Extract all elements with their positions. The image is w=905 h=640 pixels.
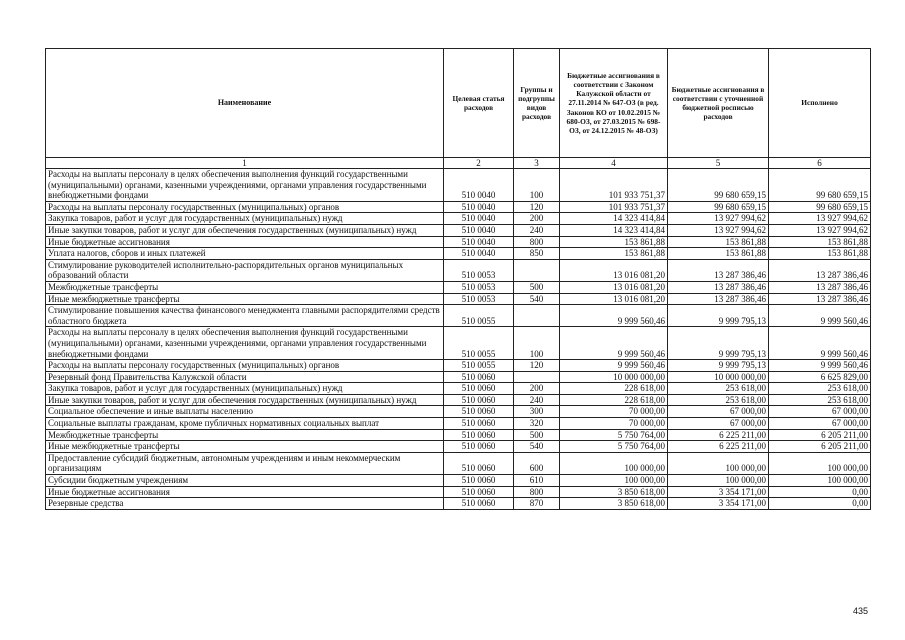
- table-row: [46, 259, 871, 281]
- row-name: Иные закупки товаров, работ и услуг для обеспечения государственных (муниципальных) нужд: [46, 224, 444, 236]
- table-row: [46, 236, 871, 248]
- row-expense-group: 850: [514, 248, 560, 260]
- row-refined-amount: 253 618,00: [668, 394, 769, 406]
- row-target-article: 510 0060: [444, 383, 514, 395]
- table-row: [46, 371, 871, 383]
- row-expense-group: 120: [514, 360, 560, 372]
- row-target-article: 510 0060: [444, 475, 514, 487]
- row-refined-amount: 9 999 795,13: [668, 327, 769, 360]
- row-executed-amount: 13 287 386,46: [769, 281, 871, 293]
- row-target-article: 510 0040: [444, 169, 514, 202]
- row-law-amount: 153 861,88: [560, 248, 668, 260]
- row-expense-group: 540: [514, 441, 560, 453]
- row-name: Межбюджетные трансферты: [46, 281, 444, 293]
- table-row: [46, 394, 871, 406]
- row-name: Расходы на выплаты персоналу в целях обеспечения выполнения функций государственными (муниципальными) органами, казенными учреждениями, органами управления государственными внебюджетными фондами: [46, 327, 444, 360]
- table-header-row: [46, 49, 871, 158]
- table-row: [46, 406, 871, 418]
- row-refined-amount: 3 354 171,00: [668, 498, 769, 510]
- row-expense-group: 120: [514, 201, 560, 213]
- row-executed-amount: 100 000,00: [769, 475, 871, 487]
- row-expense-group: 200: [514, 213, 560, 225]
- table-row: [46, 293, 871, 305]
- table-row: [46, 475, 871, 487]
- column-number: 4: [560, 158, 668, 169]
- row-target-article: 510 0055: [444, 327, 514, 360]
- row-name: Резервные средства: [46, 498, 444, 510]
- row-expense-group: [514, 259, 560, 281]
- row-refined-amount: 99 680 659,15: [668, 169, 769, 202]
- row-executed-amount: 153 861,88: [769, 236, 871, 248]
- column-number: 3: [514, 158, 560, 169]
- table-row: [46, 305, 871, 327]
- row-name: Иные межбюджетные трансферты: [46, 441, 444, 453]
- row-refined-amount: 67 000,00: [668, 418, 769, 430]
- row-name: Стимулирование руководителей исполнительно-распорядительных органов муниципальных образований области: [46, 259, 444, 281]
- row-law-amount: 14 323 414,84: [560, 213, 668, 225]
- column-number: 6: [769, 158, 871, 169]
- row-law-amount: 101 933 751,37: [560, 169, 668, 202]
- row-target-article: 510 0060: [444, 371, 514, 383]
- row-name: Стимулирование повышения качества финансового менеджмента главными распорядителями средств областного бюджета: [46, 305, 444, 327]
- row-law-amount: 3 850 618,00: [560, 486, 668, 498]
- row-refined-amount: 13 927 994,62: [668, 213, 769, 225]
- row-refined-amount: 100 000,00: [668, 475, 769, 487]
- row-expense-group: 240: [514, 224, 560, 236]
- row-expense-group: 100: [514, 169, 560, 202]
- row-expense-group: 610: [514, 475, 560, 487]
- table-row: [46, 248, 871, 260]
- row-executed-amount: 0,00: [769, 486, 871, 498]
- row-name: Межбюджетные трансферты: [46, 429, 444, 441]
- row-law-amount: 100 000,00: [560, 475, 668, 487]
- row-executed-amount: 99 680 659,15: [769, 201, 871, 213]
- row-refined-amount: 153 861,88: [668, 236, 769, 248]
- row-name: Социальные выплаты гражданам, кроме публичных нормативных социальных выплат: [46, 418, 444, 430]
- row-expense-group: 870: [514, 498, 560, 510]
- row-executed-amount: 0,00: [769, 498, 871, 510]
- table-row: [46, 383, 871, 395]
- row-law-amount: 70 000,00: [560, 406, 668, 418]
- row-executed-amount: 13 287 386,46: [769, 259, 871, 281]
- row-executed-amount: 13 287 386,46: [769, 293, 871, 305]
- table-row: [46, 498, 871, 510]
- row-executed-amount: 6 625 829,00: [769, 371, 871, 383]
- row-target-article: 510 0055: [444, 305, 514, 327]
- row-name: Расходы на выплаты персоналу государственных (муниципальных) органов: [46, 360, 444, 372]
- row-expense-group: 500: [514, 281, 560, 293]
- row-law-amount: 14 323 414,84: [560, 224, 668, 236]
- row-expense-group: 540: [514, 293, 560, 305]
- row-target-article: 510 0060: [444, 394, 514, 406]
- row-target-article: 510 0053: [444, 293, 514, 305]
- row-executed-amount: 153 861,88: [769, 248, 871, 260]
- table-row: [46, 486, 871, 498]
- row-executed-amount: 9 999 560,46: [769, 327, 871, 360]
- table-row: [46, 213, 871, 225]
- row-executed-amount: 67 000,00: [769, 418, 871, 430]
- row-name: Закупка товаров, работ и услуг для государственных (муниципальных) нужд: [46, 383, 444, 395]
- header-executed: Исполнено: [769, 49, 871, 158]
- row-refined-amount: 13 287 386,46: [668, 281, 769, 293]
- row-law-amount: 5 750 764,00: [560, 441, 668, 453]
- row-target-article: 510 0040: [444, 236, 514, 248]
- row-name: Иные бюджетные ассигнования: [46, 486, 444, 498]
- table-row: [46, 429, 871, 441]
- row-target-article: 510 0060: [444, 429, 514, 441]
- row-target-article: 510 0040: [444, 248, 514, 260]
- row-name: Иные бюджетные ассигнования: [46, 236, 444, 248]
- column-number-row: [46, 158, 871, 169]
- row-law-amount: 101 933 751,37: [560, 201, 668, 213]
- row-name: Субсидии бюджетным учреждениям: [46, 475, 444, 487]
- row-law-amount: 70 000,00: [560, 418, 668, 430]
- row-refined-amount: 9 999 795,13: [668, 305, 769, 327]
- row-expense-group: 300: [514, 406, 560, 418]
- table-row: [46, 281, 871, 293]
- budget-table-sheet: [45, 48, 870, 510]
- header-name: Наименование: [46, 49, 444, 158]
- row-name: Закупка товаров, работ и услуг для государственных (муниципальных) нужд: [46, 213, 444, 225]
- row-expense-group: 500: [514, 429, 560, 441]
- row-expense-group: [514, 371, 560, 383]
- row-law-amount: 228 618,00: [560, 394, 668, 406]
- row-refined-amount: 6 225 211,00: [668, 441, 769, 453]
- row-target-article: 510 0060: [444, 498, 514, 510]
- header-target-article: Целевая статья расходов: [444, 49, 514, 158]
- row-executed-amount: 67 000,00: [769, 406, 871, 418]
- row-name: Иные межбюджетные трансферты: [46, 293, 444, 305]
- row-target-article: 510 0053: [444, 259, 514, 281]
- row-law-amount: 5 750 764,00: [560, 429, 668, 441]
- row-executed-amount: 253 618,00: [769, 383, 871, 395]
- row-name: Расходы на выплаты персоналу государственных (муниципальных) органов: [46, 201, 444, 213]
- row-law-amount: 10 000 000,00: [560, 371, 668, 383]
- row-name: Уплата налогов, сборов и иных платежей: [46, 248, 444, 260]
- row-target-article: 510 0055: [444, 360, 514, 372]
- row-law-amount: 13 016 081,20: [560, 259, 668, 281]
- row-expense-group: 200: [514, 383, 560, 395]
- row-executed-amount: 13 927 994,62: [769, 213, 871, 225]
- table-row: [46, 418, 871, 430]
- row-refined-amount: 9 999 795,13: [668, 360, 769, 372]
- row-name: Социальное обеспечение и иные выплаты населению: [46, 406, 444, 418]
- row-refined-amount: 6 225 211,00: [668, 429, 769, 441]
- header-expense-groups: Группы и подгруппы видов расходов: [514, 49, 560, 158]
- row-target-article: 510 0053: [444, 281, 514, 293]
- row-target-article: 510 0060: [444, 441, 514, 453]
- row-law-amount: 228 618,00: [560, 383, 668, 395]
- row-target-article: 510 0060: [444, 452, 514, 474]
- column-number: 5: [668, 158, 769, 169]
- row-name: Расходы на выплаты персоналу в целях обеспечения выполнения функций государственными (муниципальными) органами, казенными учреждениями, органами управления государственными внебюджетными фондами: [46, 169, 444, 202]
- row-expense-group: 800: [514, 486, 560, 498]
- row-law-amount: 100 000,00: [560, 452, 668, 474]
- row-refined-amount: 99 680 659,15: [668, 201, 769, 213]
- table-row: [46, 452, 871, 474]
- row-refined-amount: 10 000 000,00: [668, 371, 769, 383]
- row-refined-amount: 13 287 386,46: [668, 259, 769, 281]
- column-number: 1: [46, 158, 444, 169]
- row-executed-amount: 6 205 211,00: [769, 441, 871, 453]
- table-row: [46, 327, 871, 360]
- row-law-amount: 153 861,88: [560, 236, 668, 248]
- row-law-amount: 13 016 081,20: [560, 281, 668, 293]
- row-refined-amount: 67 000,00: [668, 406, 769, 418]
- row-law-amount: 9 999 560,46: [560, 305, 668, 327]
- row-target-article: 510 0040: [444, 201, 514, 213]
- row-executed-amount: 9 999 560,46: [769, 360, 871, 372]
- budget-execution-table: [45, 48, 871, 510]
- row-expense-group: 800: [514, 236, 560, 248]
- row-expense-group: [514, 305, 560, 327]
- row-name: Иные закупки товаров, работ и услуг для обеспечения государственных (муниципальных) нужд: [46, 394, 444, 406]
- header-refined-allocations: Бюджетные ассигнования в соответствии с уточненной бюджетной росписью расходов: [668, 49, 769, 158]
- table-row: [46, 169, 871, 202]
- row-refined-amount: 253 618,00: [668, 383, 769, 395]
- page-number: 435: [853, 606, 869, 616]
- row-executed-amount: 253 618,00: [769, 394, 871, 406]
- row-executed-amount: 100 000,00: [769, 452, 871, 474]
- header-law-allocations: Бюджетные ассигнования в соответствии с Законом Калужской области от 27.11.2014 № 647-ОЗ (в ред. Законов КО от 10.02.2015 № 680-ОЗ, от 27.03.2015 № 698-ОЗ, от 24.12.2015 № 48-ОЗ): [560, 49, 668, 158]
- row-executed-amount: 9 999 560,46: [769, 305, 871, 327]
- row-target-article: 510 0060: [444, 486, 514, 498]
- row-target-article: 510 0060: [444, 406, 514, 418]
- row-expense-group: 240: [514, 394, 560, 406]
- row-name: Резервный фонд Правительства Калужской области: [46, 371, 444, 383]
- row-expense-group: 100: [514, 327, 560, 360]
- row-name: Предоставление субсидий бюджетным, автономным учреждениям и иным некоммерческим организациям: [46, 452, 444, 474]
- row-law-amount: 3 850 618,00: [560, 498, 668, 510]
- row-executed-amount: 13 927 994,62: [769, 224, 871, 236]
- row-target-article: 510 0060: [444, 418, 514, 430]
- row-refined-amount: 13 287 386,46: [668, 293, 769, 305]
- row-executed-amount: 6 205 211,00: [769, 429, 871, 441]
- row-target-article: 510 0040: [444, 224, 514, 236]
- row-law-amount: 9 999 560,46: [560, 360, 668, 372]
- table-row: [46, 201, 871, 213]
- row-law-amount: 9 999 560,46: [560, 327, 668, 360]
- row-law-amount: 13 016 081,20: [560, 293, 668, 305]
- row-refined-amount: 100 000,00: [668, 452, 769, 474]
- row-expense-group: 320: [514, 418, 560, 430]
- row-refined-amount: 3 354 171,00: [668, 486, 769, 498]
- table-row: [46, 224, 871, 236]
- row-executed-amount: 99 680 659,15: [769, 169, 871, 202]
- column-number: 2: [444, 158, 514, 169]
- table-row: [46, 360, 871, 372]
- row-refined-amount: 13 927 994,62: [668, 224, 769, 236]
- table-row: [46, 441, 871, 453]
- row-refined-amount: 153 861,88: [668, 248, 769, 260]
- row-expense-group: 600: [514, 452, 560, 474]
- row-target-article: 510 0040: [444, 213, 514, 225]
